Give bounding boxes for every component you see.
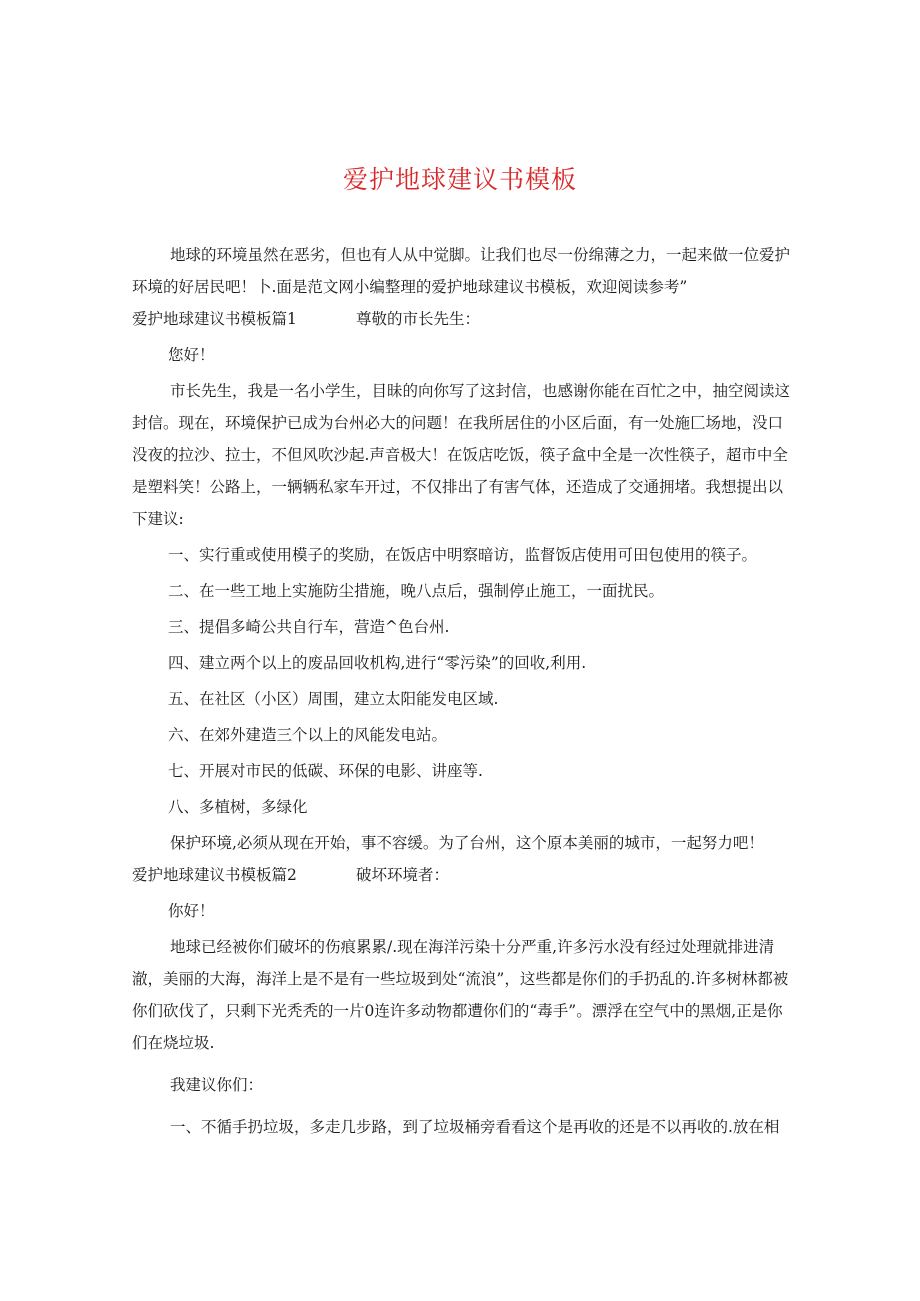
intro-paragraph: 地球的环境虽然在恶劣，但也有人从中觉脚。让我们也尽一份绵薄之力，一起来做一位爱护环境的好居民吧！卜.面是范文网小编整理的爱护地球建议书模板，欢迎阅读参考”: [132, 246, 791, 296]
section1-item-4: 四、建立两个以上的废品回收机构,进行“零污染”的回收,利用.: [168, 654, 587, 672]
section2-suggest: 我建议你们：: [170, 1076, 264, 1094]
section1-item-8: 八、多植树，多绿化: [168, 798, 308, 816]
section1-salutation: 尊敬的市长先生：: [356, 310, 481, 328]
section1-heading: 爱护地球建议书模板篇1: [132, 310, 297, 328]
section1-closing: 保护环境,必须从现在开始，事不容缓。为了台州，这个原本美丽的城市，一起努力吧！: [170, 834, 764, 852]
section2-heading-row: [132, 859, 790, 891]
section1-paragraph: 市长先生，我是一名小学生，目昧的向你写了这封信，也感谢你能在百忙之中，抽空阅读这封信。现在，环境保护已成为台州必大的问题！在我所居住的小区后面，有一处施匚场地，没口没夜的拉沙、拉士，不但风吹沙起.声音极大！在饭店吃饭，筷子盒中全是一次性筷子，超市中全是塑料笑！公路上，一辆辆私家车开过，不仅排出了有害气体，还造成了交通拥堵。我想提出以下建议:: [132, 382, 791, 528]
section1-heading-row: [132, 303, 790, 335]
section2-item-1: 一、不循手扔垃圾，多走几步路，到了垃圾桶旁看看这个是再收的还是不以再收的.放在相: [170, 1118, 780, 1136]
section1-item-3: 三、提倡多崎公共自行车，营造^色台州.: [168, 618, 450, 636]
section1-item-6: 六、在郊外建造三个以上的风能发电站。: [168, 726, 448, 744]
section2-heading: 爱护地球建议书模板篇2: [132, 866, 297, 884]
section1-greeting: 您好！: [168, 346, 215, 364]
document-body: [132, 239, 790, 1143]
section1-item-2: 二、在一些工地上实施防尘措施，晚八点后，强制停止施工，一面扰民。: [168, 582, 665, 600]
section1-item-7: 七、开展对市民的低碳、环保的电影、讲座等.: [168, 762, 483, 780]
section2-salutation: 破坏环境者：: [356, 866, 450, 884]
section2-paragraph: 地球已经被你们破坏的伤痕累累/.现在海洋污染十分严重,许多污水没有经过处理就排进清澈，美丽的大海，海洋上是不是有一些垃圾到处“流浪”，这些都是你们的手扔乱的.许多树林都被你们砍伐了，只剩下光秃秃的一片0连许多动物都遭你们的“毒手”。漂浮在空气中的黑烟,正是你们在烧垃圾.: [132, 938, 789, 1052]
section1-item-1: 一、实行重或使用模子的奖励，在饭店中明察暗访，监督饭店使用可田包使用的筷子。: [168, 546, 758, 564]
document-title: 爱护地球建议书模板: [342, 165, 577, 194]
section2-greeting: 你好！: [168, 902, 215, 920]
section1-item-5: 五、在社区（小区）周围，建立太阳能发电区域.: [168, 690, 499, 708]
